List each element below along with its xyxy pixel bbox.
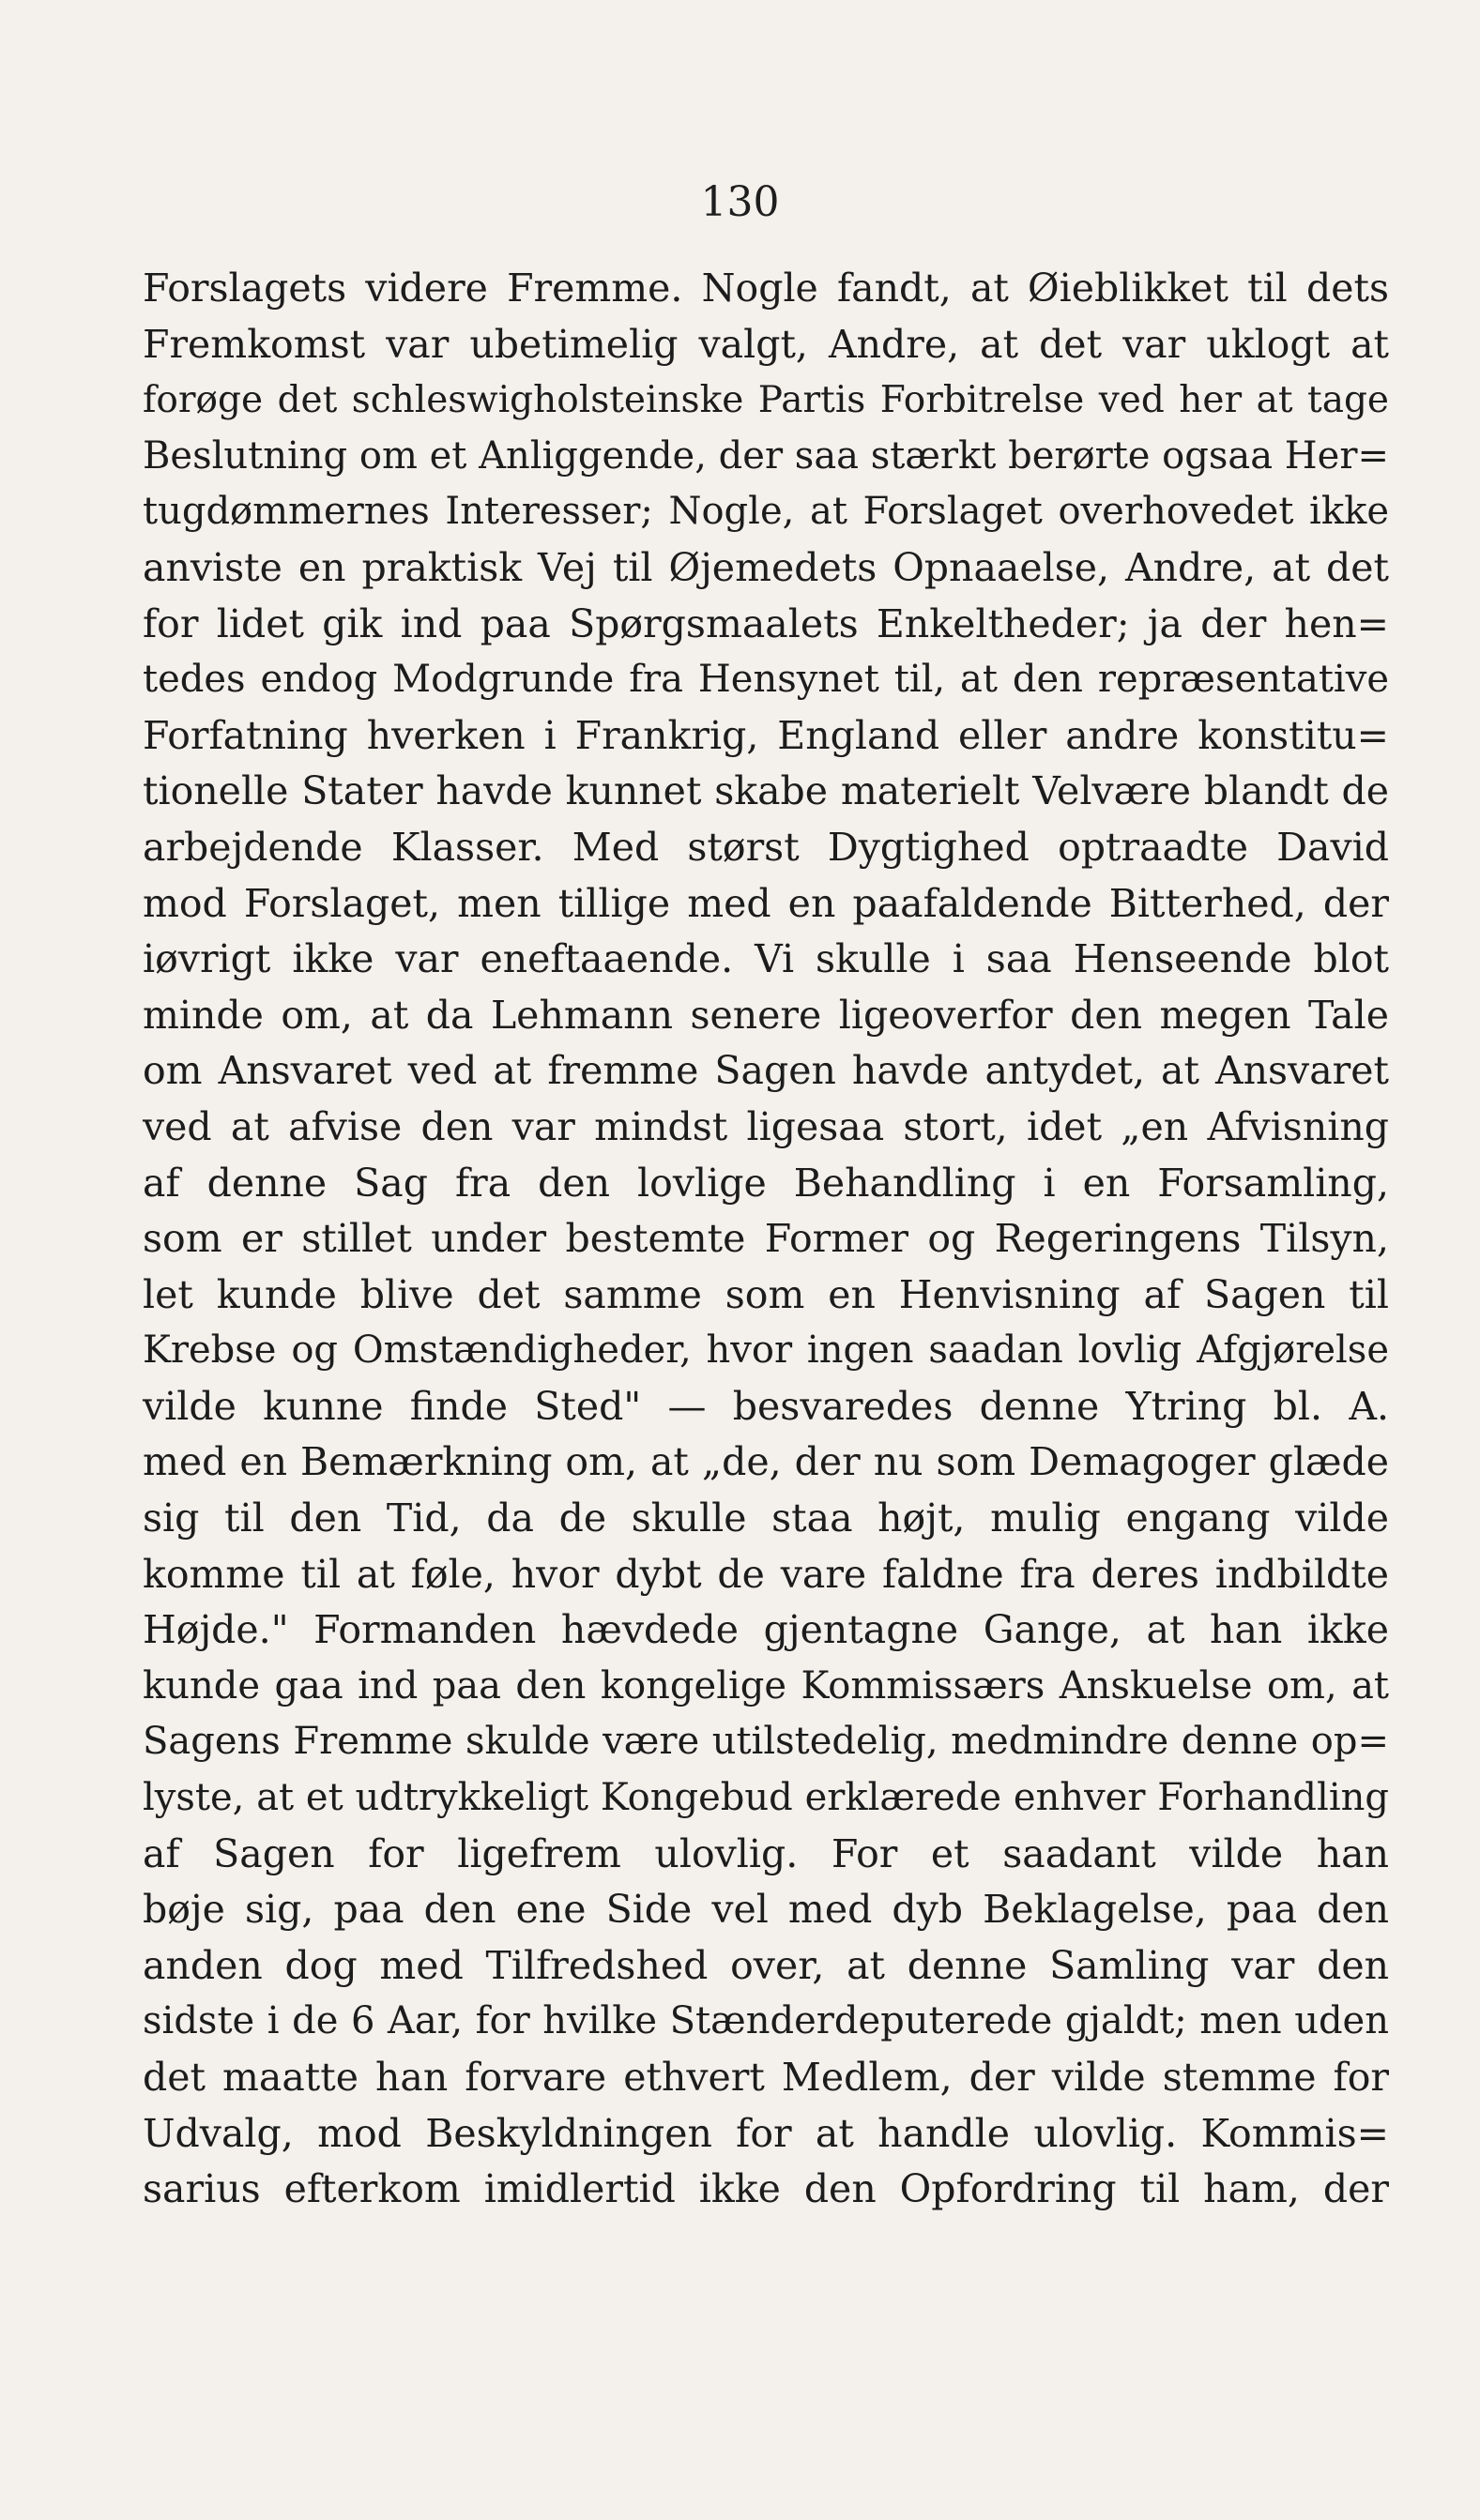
text-line: sig til den Tid, da de skulle staa højt, mulig engang vilde (143, 1495, 1389, 1541)
text-line: som er stillet under bestemte Former og Regeringens Tilsyn, (143, 1216, 1389, 1262)
text-line: Højde." Formanden hævdede gjentagne Gange, at han ikke (143, 1607, 1389, 1653)
text-line: ved at afvise den var mindst ligesaa stort, idet „en Afvisning (143, 1103, 1389, 1149)
text-line: om Ansvaret ved at fremme Sagen havde antydet, at Ansvaret (143, 1048, 1389, 1094)
text-line: med en Bemærkning om, at „de, der nu som Demagoger glæde (143, 1439, 1389, 1485)
text-line: for lidet gik ind paa Spørgsmaalets Enkeltheder; ja der hen= (143, 600, 1389, 646)
text-line: mod Forslaget, men tillige med en paafaldende Bitterhed, der (143, 880, 1389, 926)
text-line: Fremkomst var ubetimelig valgt, Andre, at det var uklogt at (143, 321, 1389, 367)
text-line: tedes endog Modgrunde fra Hensynet til, at den repræsentative (143, 658, 1389, 702)
text-line: af denne Sag fra den lovlige Behandling i en Forsamling, (143, 1160, 1389, 1206)
text-line: Forslagets videre Fremme. Nogle fandt, at Øieblikket til dets (143, 266, 1389, 311)
text-line: det maatte han forvare ethvert Medlem, der vilde stemme for (143, 2055, 1389, 2100)
text-line: Beslutning om et Anliggende, der saa stærkt berørte ogsaa Her= (143, 433, 1389, 478)
text-line: minde om, at da Lehmann senere ligeoverfor den megen Tale (143, 992, 1389, 1038)
text-line: tugdømmernes Interesser; Nogle, at Forslaget overhovedet ikke (143, 490, 1389, 534)
text-line: kunde gaa ind paa den kongelige Kommissærs Anskuelse om, at (143, 1663, 1389, 1708)
text-line: sarius efterkom imidlertid ikke den Opfordring til ham, der (143, 2166, 1389, 2212)
text-line: komme til at føle, hvor dybt de vare faldne fra deres indbildte (143, 1551, 1389, 1597)
text-line: sidste i de 6 Aar, for hvilke Stænderdeputerede gjaldt; men uden (143, 1999, 1389, 2043)
text-line: Udvalg, mod Beskyldningen for at handle ulovlig. Kommis= (143, 2110, 1389, 2156)
text-line: tionelle Stater havde kunnet skabe materielt Velvære blandt de (143, 768, 1389, 814)
text-line: Krebse og Omstændigheder, hvor ingen saadan lovlig Afgjørelse (143, 1328, 1389, 1373)
page-number: 130 (700, 178, 780, 226)
text-line: anviste en praktisk Vej til Øjemedets Opnaaelse, Andre, at det (143, 544, 1389, 590)
text-line: Sagens Fremme skulde være utilstedelig, medmindre denne op= (143, 1720, 1389, 1764)
text-line: Forfatning hverken i Frankrig, England eller andre konstitu= (143, 712, 1389, 758)
text-line: lyste, at et udtrykkeligt Kongebud erklærede enhver Forhandling (143, 1776, 1389, 1820)
text-line: forøge det schleswigholsteinske Partis Forbitrelse ved her at tage (143, 379, 1389, 422)
body-text (143, 261, 1389, 2218)
text-line: bøje sig, paa den ene Side vel med dyb Beklagelse, paa den (143, 1887, 1389, 1933)
text-line: af Sagen for ligefrem ulovlig. For et saadant vilde han (143, 1830, 1389, 1876)
text-line: vilde kunne finde Sted" — besvaredes denne Ytring bl. A. (143, 1383, 1389, 1429)
text-line: anden dog med Tilfredshed over, at denne Samling var den (143, 1942, 1389, 1988)
text-line: iøvrigt ikke var eneftaaende. Vi skulle i saa Henseende blot (143, 936, 1389, 982)
text-line: arbejdende Klasser. Med størst Dygtighed optraadte David (143, 824, 1389, 870)
text-line: let kunde blive det samme som en Henvisning af Sagen til (143, 1271, 1389, 1317)
